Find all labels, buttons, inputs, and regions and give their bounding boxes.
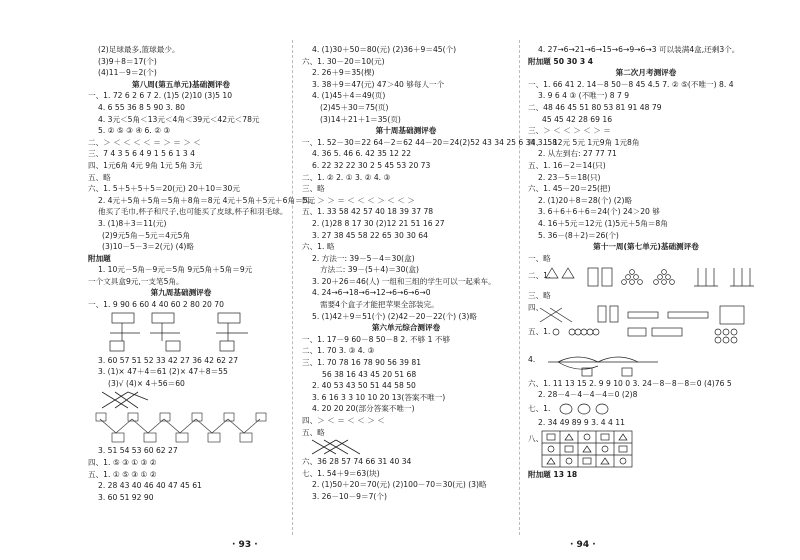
shape-pattern-figure — [528, 264, 764, 290]
column-divider — [292, 40, 293, 535]
answer-line: 一个文具盒9元,一支笔5角。 — [88, 276, 184, 286]
answer-line: 3. 27 38 45 58 22 65 30 30 64 — [312, 230, 428, 240]
answer-line: 3. 26－10－9＝7(个) — [312, 491, 387, 501]
answer-line: 八、 — [528, 433, 544, 443]
answer-line: 四、1元6角 4元 9角 1元 5角 3元 — [88, 160, 203, 170]
answer-line: (2)9元5角－5元＝4元5角 — [102, 230, 191, 240]
matching-lines-figure — [88, 389, 274, 411]
answer-line: 二、1. 70 3. ③ 4. ③ — [302, 346, 375, 356]
answer-line: 二、1. ② 2. ① 3. ② 4. ③ — [302, 172, 391, 182]
answer-line: 5. ② ⑤ ③ ④ 6. ② ③ — [98, 126, 171, 136]
section-heading: 第十一周(第七单元)基础测评卷 — [593, 242, 699, 252]
answer-line: 五、1. 33 58 42 57 40 18 39 37 78 — [302, 207, 434, 217]
answer-line: 3. 6 16 3 3 10 10 20 13(答案不唯一) — [312, 392, 446, 402]
answer-line: (3)9＋8＝17(个) — [98, 56, 157, 66]
answer-line: 五、1. 16－2＝14(只) — [528, 160, 606, 170]
shape-grid-figure — [528, 429, 764, 469]
split-tree-figure — [88, 311, 274, 355]
answer-line: 三、7 4 3 5 6 4 9 1 5 6 1 3 4 — [88, 149, 195, 159]
answer-line: 方法二: 39－(5＋4)＝30(盒) — [320, 265, 419, 275]
answer-line: 六、1. 略 — [302, 242, 335, 252]
answer-line: 3. 6＋6＋6＋6＝24(个) 24＞20 够 — [538, 207, 660, 217]
answer-line: 1. 10元－5角－9元＝5角 9元5角＋5角＝9元 — [98, 265, 253, 275]
section-heading: 第九周基础测评卷 — [150, 288, 212, 298]
answer-line: 2. 23－5＝18(只) — [538, 172, 601, 182]
section-label: 附加题 — [88, 253, 111, 263]
grid-row — [528, 429, 764, 469]
answer-line: 七、1. 54＋9＝63(块) — [302, 468, 380, 478]
answer-line: (2)足球最多,篮球最少。 — [98, 45, 180, 54]
answer-line: 4. 36 5. 46 6. 42 35 12 22 — [312, 149, 412, 159]
page-number: · 94 · — [570, 540, 596, 550]
answer-line: 二、＞ ＜ ＜ ＜ ＜ ＝ ＞ ＝ ＞ ＜ — [88, 137, 201, 147]
answer-line: 4. (1)30＋50＝80(元) (2)36＋9＝45(个) — [312, 45, 457, 54]
answer-line: 三、＞ ＜ ＜ ＞ ＜ ＞ ＝ — [528, 126, 611, 136]
answer-line: 5. (1)42＋9＝51(个) (2)42－20－22(个) (3)略 — [312, 311, 477, 321]
answer-line: 四、1. ⑤ ③ ① ③ ② — [88, 458, 157, 468]
answer-line: 3. 20＋26＝46(人) 一组和三组的学生可以一起乘车。 — [312, 276, 496, 286]
answer-line: 他买了毛巾,杯子和尺子,也可能买了皮球,杯子和羽毛球。 — [98, 207, 288, 217]
answer-line: 六、1. 30－20＝10(元) — [302, 56, 385, 66]
answer-line: 3. 60 51 92 90 — [98, 492, 154, 502]
answer-line: 一、1. 9 90 6 60 4 40 60 2 80 20 70 — [88, 300, 224, 310]
answer-line: 45 45 42 28 69 16 — [542, 114, 613, 124]
right-column — [528, 44, 764, 480]
matching-row — [528, 302, 764, 326]
answer-line: 3. (1)× 47＋4＝61 (2)× 47＋8＝55 — [98, 367, 228, 377]
answer-line: 4. 6 55 36 8 5 90 3. 80 — [98, 102, 185, 112]
matching-lines-figure — [302, 438, 510, 456]
number-line-figure — [528, 352, 764, 378]
answer-line: 6. 22 32 22 30 2 5 45 53 20 73 — [312, 160, 431, 170]
answer-line: 2. 从左到右: 27 77 71 — [538, 149, 617, 159]
answer-line: 六、1. 45－20＝25(把) — [528, 184, 611, 194]
answer-line: 4. 20 20 20(部分答案不唯一) — [312, 404, 415, 414]
answer-line: 2. 34 49 89 9 3. 4 4 11 — [538, 418, 625, 428]
answer-line: (2)45＋30＝75(页) — [320, 102, 389, 112]
answer-line: 2. 28－4－4－4－4＝0 (2)8 — [538, 390, 638, 400]
coin-row — [528, 401, 764, 417]
page-number: · 93 · — [232, 540, 258, 550]
answer-line: 五、略 — [88, 172, 111, 182]
answer-line: 一、1. 72 6 2 6 7 2. (1)5 (2)10 (3)5 10 — [88, 91, 233, 101]
answer-line: 4. 16＋5元＝12元 (1)5元＋5角＝8角 — [538, 218, 668, 228]
answer-line: 七、1. — [528, 404, 551, 414]
number-line-row — [528, 352, 764, 378]
answer-line: 3. 60 57 51 52 33 42 27 36 42 62 27 — [98, 355, 239, 365]
answer-line: 2. 28 43 40 46 40 47 45 61 — [98, 481, 202, 491]
answer-line: 56 38 16 43 45 20 51 68 — [322, 369, 417, 379]
answer-line: 三、略 — [528, 291, 551, 301]
answer-line: 一、1. 17－9 60－8 50－8 2. 不够 1 不够 — [302, 334, 451, 344]
number-chain-figure — [88, 411, 274, 445]
pattern-row — [528, 264, 764, 290]
answer-line: 二、1. — [528, 271, 551, 281]
answer-line: 3. (1)8＋3＝11(元) — [98, 218, 167, 228]
section-heading: 第十周基础测评卷 — [375, 126, 437, 136]
answer-line: 一、1. 66 41 2. 14－8 50－8 45 4.5 7. ② ⑤(不唯一) 8. 4 — [528, 79, 734, 89]
answer-line: 三、1. 70 78 16 78 90 56 39 81 — [302, 358, 422, 368]
answer-line: (3)10－5－3＝2(元) (4)略 — [102, 242, 194, 252]
answer-line: (3)√ (4)× 4＋56＝60 — [108, 378, 185, 388]
section-label: 附加题 50 30 3 4 — [528, 56, 594, 66]
answer-line: 4. 27→6→21→6→15→6→9→6→3 可以装满4盒,还剩3个。 — [538, 45, 740, 54]
coins-figure — [528, 401, 764, 417]
answer-line: 六、1. 11 13 15 2. 9 9 10 0 3. 24－8－8－8＝0 (4)76 5 — [528, 378, 732, 388]
matching-and-rods-figure — [528, 302, 764, 326]
circles-figure — [528, 326, 764, 352]
answer-line: 2. (1)20＋8＝28(个) (2)略 — [538, 195, 633, 205]
answer-line: (3)14＋21＋1＝35(页) — [320, 114, 401, 124]
answer-line: 3. 38＋9＝47(元) 47＞40 够每人一个 — [312, 79, 445, 89]
answer-line: 2. 26＋9＝35(棵) — [312, 68, 375, 78]
answer-line: 4. 3元＜5角＜13元＜4角＜39元＜42元＜78元 — [98, 114, 260, 124]
answer-line: 4. 24→6→18→6→12→6→6→6→0 — [312, 288, 431, 298]
section-heading: 第六单元综合测评卷 — [371, 323, 441, 333]
answer-line: 五、1. ① ⑤ ③ ① ② — [88, 469, 157, 479]
answer-line: 2. 40 53 43 50 51 44 58 50 — [312, 381, 416, 391]
answer-line: 四、＞ ＜ ＝ ＜ ＜ ＞ ＜ — [302, 416, 385, 425]
answer-line: 4. — [528, 354, 536, 364]
answer-line: 五、1. — [528, 326, 551, 336]
answer-line: 三、略 — [302, 184, 325, 194]
answer-line: 一、略 — [528, 253, 551, 263]
answer-line: 2. (1)28 8 17 30 (2)12 21 51 16 27 — [312, 218, 445, 228]
answer-line: 一、1. 52－30＝22 64－2＝62 44－20＝24(2)52 43 34 25 6 34 3. 58 — [302, 137, 558, 147]
answer-line: 2. 4元＋5角＋5角＝5角＋8角＝8元 4元＋5角＋5元＋6角＝5元 — [98, 195, 316, 205]
answer-line: 四、＞ ＞ ＝ ＜ ＜ ＜ ＞ ＜ ＜ ＞ — [302, 195, 415, 205]
answer-line: 四、 — [528, 302, 544, 312]
answer-line: 二、48 46 45 51 80 53 81 91 48 79 — [528, 102, 662, 112]
section-heading: 第八周(第五单元)基础测评卷 — [131, 79, 231, 89]
column-divider — [519, 40, 520, 535]
answer-line: 六、1. 5＋5＋5＋5＝20(元) 20＋10＝30元 — [88, 184, 240, 194]
answer-line: 4. (1)45＋4＝49(页) — [312, 91, 386, 101]
answer-line: 3. 51 54 53 60 62 27 — [98, 446, 178, 456]
answer-line: 2. 方法一: 39－5－4＝30(盒) — [312, 253, 415, 263]
answer-line: 四、1. 12元 5元 1元9角 1元8角 — [528, 137, 640, 147]
answer-line: 2. (1)50＋20＝70(元) (2)100－70＝30(元) (3)略 — [312, 480, 487, 490]
section-heading: 第二次月考测评卷 — [615, 68, 677, 78]
section-label: 附加题 13 18 — [528, 469, 578, 479]
answer-line: 五、略 — [302, 427, 325, 437]
circles-row — [528, 326, 764, 352]
answer-line: 六、36 28 57 74 66 31 40 34 — [302, 457, 412, 467]
answer-line: (4)11－9＝2(个) — [98, 68, 157, 78]
answer-line: 5. 36－(8＋2)＝26(个) — [538, 230, 619, 240]
answer-line: 需要4个盒子才能把苹果全部装完。 — [320, 300, 439, 310]
answer-line: 3. 9 6 4 ③ (不唯一) 8 7 9 — [538, 91, 630, 101]
